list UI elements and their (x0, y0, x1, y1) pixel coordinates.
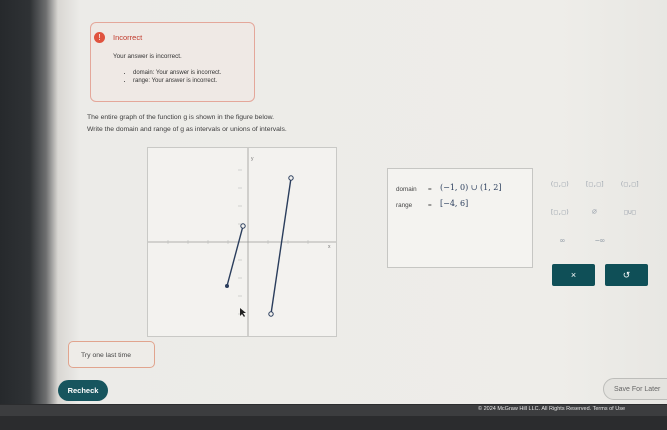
interval-palette (547, 168, 653, 254)
open-closed-interval-button[interactable]: (□,□] (620, 180, 640, 188)
question-text-line1: The entire graph of the function g is shown in the figure below. (87, 114, 275, 121)
graph-segment-1 (227, 226, 243, 286)
copyright-text: © 2024 McGraw Hill LLC. All Rights Reserved. Terms of Use (478, 406, 626, 412)
open-endpoint-1 (241, 224, 245, 228)
y-axis-label: y (251, 156, 254, 162)
range-input[interactable]: [−4, 6] (440, 199, 469, 208)
infinity-button[interactable]: ∞ (560, 236, 565, 245)
feedback-panel (90, 22, 255, 102)
closed-open-interval-button[interactable]: [□,□) (550, 208, 570, 216)
answer-input-box[interactable] (387, 168, 533, 268)
endpoint-2 (289, 176, 293, 180)
closed-closed-interval-button[interactable]: [□,□] (585, 180, 605, 188)
mouse-cursor-icon (240, 308, 246, 317)
alert-icon: ! (94, 32, 105, 43)
domain-input[interactable]: (−1, 0) ∪ (1, 2] (440, 183, 502, 192)
save-for-later-button[interactable]: Save For Later (603, 378, 667, 400)
clear-button[interactable]: × (552, 264, 595, 286)
recheck-button[interactable]: Recheck (58, 380, 108, 401)
range-label: range (396, 202, 413, 209)
feedback-title: Incorrect (113, 33, 143, 42)
graph-segment-2 (271, 178, 291, 314)
feedback-item-range: • range: Your answer is incorrect. (133, 77, 221, 85)
feedback-message: Your answer is incorrect. (113, 53, 182, 60)
open-endpoint-2 (269, 312, 273, 316)
empty-set-button[interactable]: ∅ (592, 207, 597, 216)
x-axis-label: x (328, 244, 331, 250)
function-graph (147, 147, 337, 337)
open-open-interval-button[interactable]: (□,□) (550, 180, 570, 188)
closed-endpoint-1 (225, 284, 229, 288)
question-text-line2: Write the domain and range of g as intervals or unions of intervals. (87, 126, 287, 133)
feedback-list (125, 69, 221, 85)
feedback-item-domain: • domain: Your answer is incorrect. (133, 69, 221, 77)
undo-button[interactable]: ↺ (605, 264, 648, 286)
domain-equals: = (428, 186, 432, 193)
domain-label: domain (396, 186, 417, 193)
union-button[interactable]: □∪□ (624, 208, 636, 216)
graph-svg (148, 148, 336, 336)
range-equals: = (428, 202, 432, 209)
negative-infinity-button[interactable]: −∞ (595, 236, 605, 245)
try-again-message: Try one last time (68, 341, 155, 368)
